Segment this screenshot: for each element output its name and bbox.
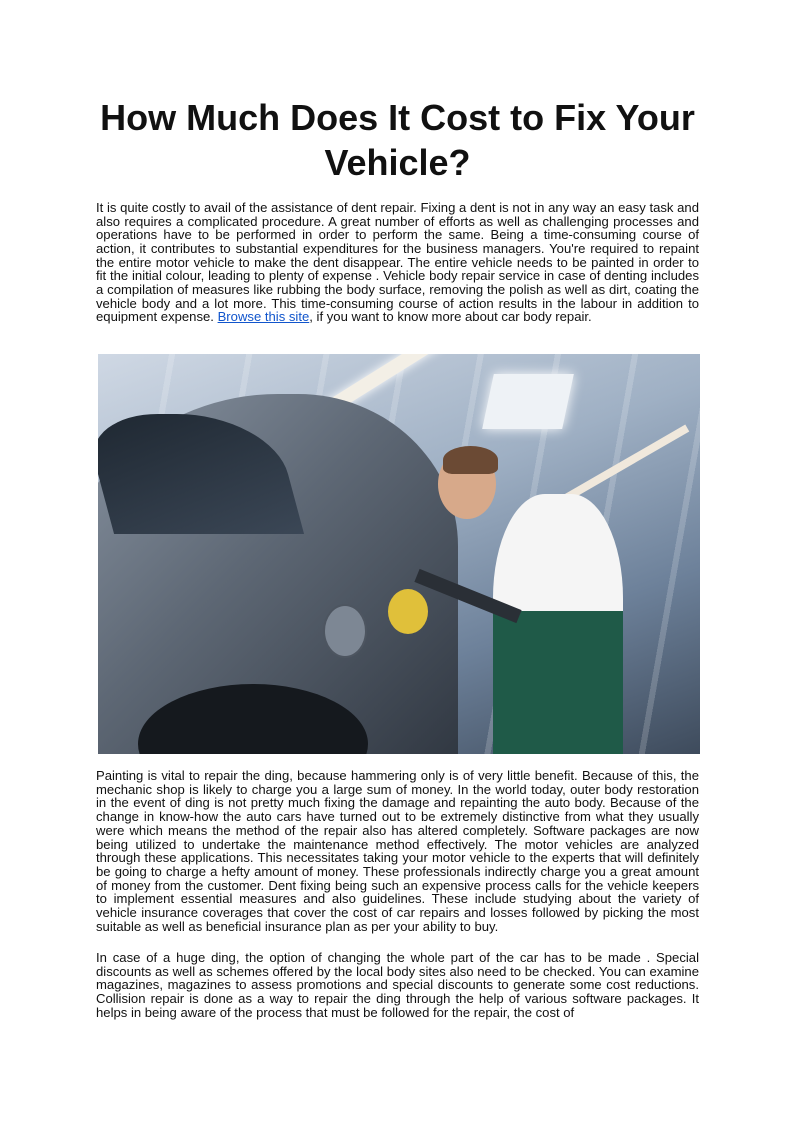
painting-paragraph: Painting is vital to repair the ding, because hammering only is of very little benefit. Because of this, the mechanic shop is likely to charge you a large sum of money. In the world today, outer body restoration in the event of ding is not pretty much fixing the damage and repainting the auto body. Because of the change in know-how the auto cars have turned out to be extremely distinctive from what they usually were which means the method of the repair also has altered completely. Software packages are now being utilized to undertake the maintenance method effectively. The motor vehicles are analyzed through these applications. This necessitates taking your motor vehicle to the experts that will definitely be going to charge a hefty amount of money. These professionals indirectly charge you a great amount of money from the customer. Dent fixing being such an expensive process calls for the vehicle keepers to implement essential measures and also guidelines. These include studying about the variety of vehicle insurance coverages that cover the cost of car repairs and losses followed by picking the most suitable as well as beneficial insurance plan as per your ability to buy.: [96, 768, 699, 934]
intro-paragraph: [96, 201, 699, 324]
intro-text-end: , if you want to know more about car body repair.: [309, 309, 592, 325]
intro-text: It is quite costly to avail of the assistance of dent repair. Fixing a dent is not in any way an easy task and also requires a complicated procedure. A great number of efforts as well as challenging processes and operations have to be performed in order to perform the same. Being a time-consuming course of action, it contributes to substantial expenditures for the business managers. You're required to repaint the entire motor vehicle to make the dent disappear. The entire vehicle needs to be painted in order to fit the initial colour, leading to plenty of expense . Vehicle body repair service in case of denting includes a compilation of measures like rubbing the body surface, removing the polish as well as dirt, coating the vehicle body and a lot more. This time-consuming course of action results in the labour in addition to equipment expense.: [96, 200, 699, 325]
browse-this-site-link[interactable]: Browse this site: [217, 309, 310, 325]
car-polishing-photo: [98, 354, 700, 754]
huge-ding-paragraph: In case of a huge ding, the option of changing the whole part of the car has to be made . Special discounts as well as schemes offered by the local body sites also need to be checked. You can examine magazines, magazines to assess promotions and special discounts to generate some cost reductions. Collision repair is done as a way to repair the ding through the help of various software packages. It helps in being aware of the process that must be followed for the repair, the cost of: [96, 950, 699, 1020]
page-title: How Much Does It Cost to Fix Your Vehicle?: [100, 97, 695, 183]
